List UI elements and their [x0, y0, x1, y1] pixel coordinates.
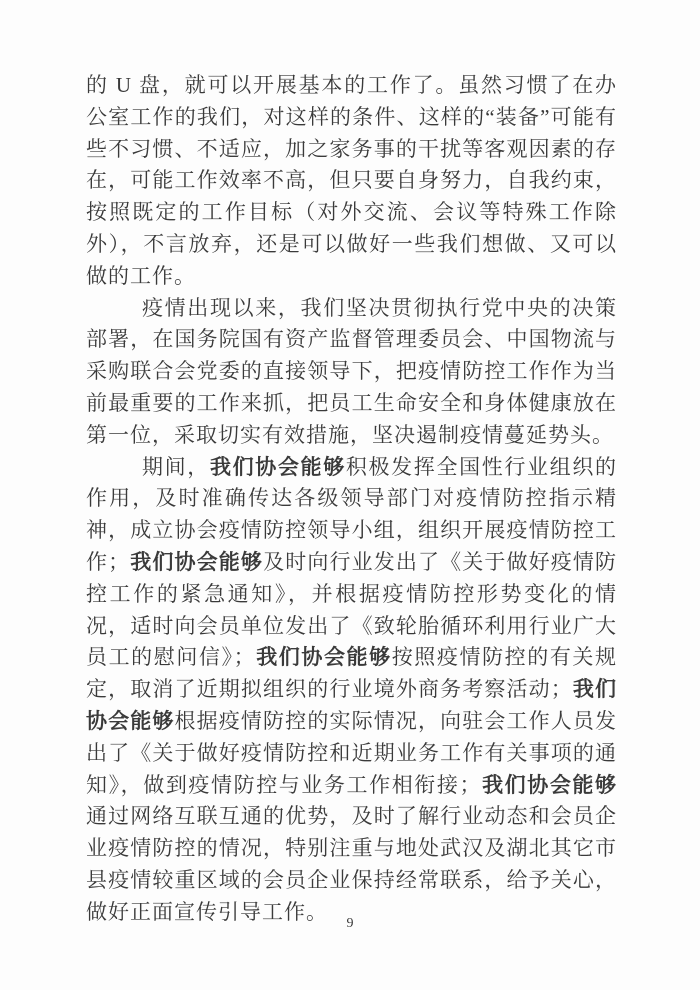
text-run: 积极发挥全国性行业组织的作用，及时准确传达各级领导部门对疫情防控指示精神，成立协会疫情防控领导小组，组织开展疫情防控工作；: [86, 454, 618, 574]
page-number: 9: [346, 916, 354, 931]
text-run: 的 U 盘，就可以开展基本的工作了。虽然习惯了在办公室工作的我们，对这样的条件、这样的“装备”可能有些不习惯、不适应，加之家务事的干扰等客观因素的存在，可能工作效率不高，但只要自身努力，自我约束，按照既定的工作目标（对外交流、会议等特殊工作除外），不言放弃，还是可以做好一些我们想做、又可以做的工作。: [86, 73, 617, 288]
document-body: [86, 70, 617, 929]
text-run: 按照疫情防控的有关规定，取消了近期拟组织的行业境外商务考察活动；: [86, 645, 618, 702]
bold-emphasis-run: 我们协会能够: [209, 454, 346, 479]
bold-emphasis-run: 我们协会能够: [86, 677, 618, 733]
text-run: 及时向行业发出了《关于做好疫情防控工作的紧急通知》，并根据疫情防控形势变化的情况，适时向会员单位发出了《致轮胎循环利用行业广大员工的慰问信》；: [86, 549, 618, 670]
text-run: 期间，: [142, 454, 210, 479]
text-run: 根据疫情防控的实际情况，向驻会工作人员发出了《关于做好疫情防控和近期业务工作有关事项的通知》，做到疫情防控与业务工作相衔接；: [86, 708, 618, 797]
bold-emphasis-run: 我们协会能够: [255, 645, 392, 670]
paragraph: [86, 70, 617, 293]
text-run: 通过网络互联互通的优势，及时了解行业动态和会员企业疫情防控的情况，特别注重与地处武汉及湖北其它市县疫情较重区域的会员企业保持经常联系，给予关心，做好正面宣传引导工作。: [86, 804, 617, 924]
paragraph: [86, 293, 617, 452]
text-run: 疫情出现以来，我们坚决贯彻执行党中央的决策部署，在国务院国有资产监督管理委员会、中国物流与采购联合会党委的直接领导下，把疫情防控工作作为当前最重要的工作来抓，把员工生命安全和身体健康放在第一位，采取切实有效措施，坚决遏制疫情蔓延势头。: [86, 295, 617, 447]
page-footer: [0, 914, 700, 933]
bold-emphasis-run: 我们协会能够: [481, 772, 618, 797]
paragraph: [86, 452, 617, 929]
bold-emphasis-run: 我们协会能够: [130, 549, 264, 574]
